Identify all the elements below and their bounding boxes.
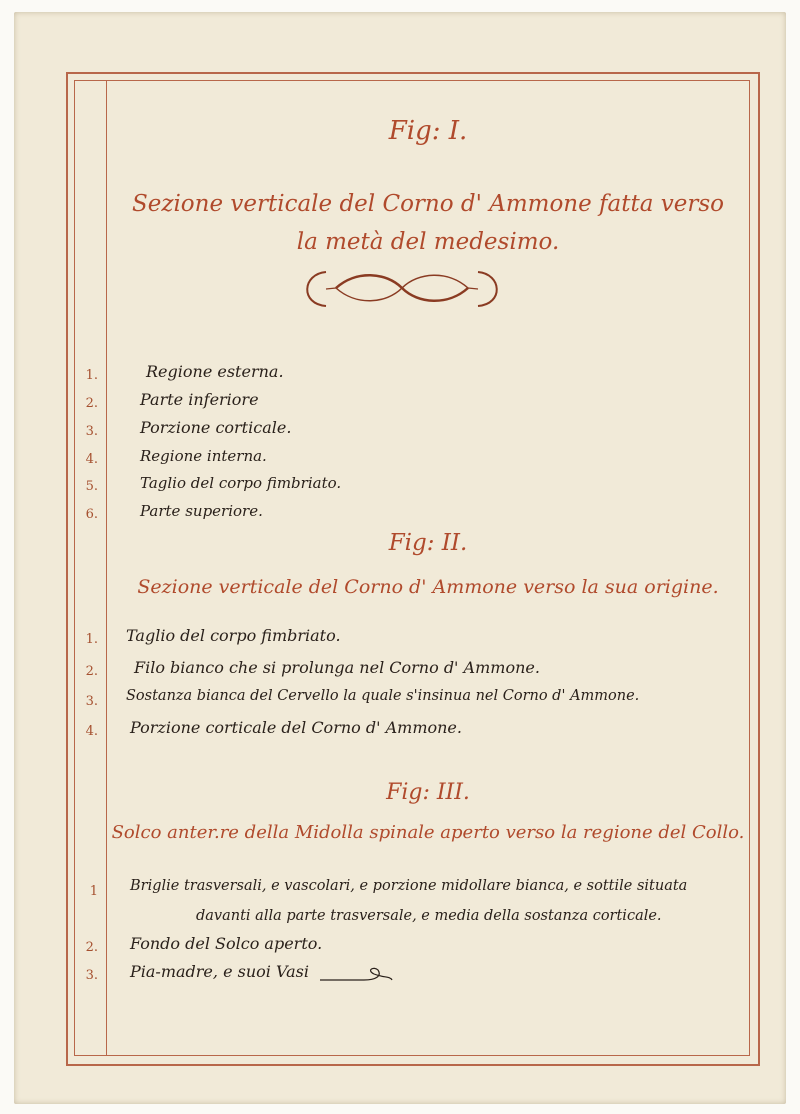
fig2-item-number: 3. — [85, 694, 98, 709]
fig1-item-number: 6. — [85, 507, 98, 522]
fig2-item-text: Porzione corticale del Corno d' Ammone. — [130, 718, 462, 737]
fig2-item-text: Filo bianco che si prolunga nel Corno d' Ammone. — [134, 658, 540, 677]
fig1-item-number: 3. — [85, 424, 98, 439]
end-flourish-ornament — [318, 962, 398, 986]
fig1-title-line2: la metà del medesimo. — [296, 229, 560, 255]
fig2-item-number: 4. — [85, 724, 98, 739]
fig3-label: Fig: III. — [386, 780, 470, 805]
fig1-item-number: 4. — [85, 452, 98, 467]
fig2-title: Sezione verticale del Corno d' Ammone verso la sua origine. — [137, 576, 719, 598]
fig1-title-line1: Sezione verticale del Corno d' Ammone fatta verso — [131, 191, 725, 217]
fig1-label: Fig: I. — [388, 116, 468, 146]
fig3-item-number: 1 — [89, 884, 98, 899]
fig3-item-number: 2. — [85, 940, 98, 955]
fig1-item-text: Porzione corticale. — [140, 418, 292, 437]
fig2-item-number: 2. — [85, 664, 98, 679]
fig3-item-continuation: davanti alla parte trasversale, e media della sostanza corticale. — [196, 908, 662, 924]
fig2-item-number: 1. — [85, 632, 98, 647]
fig2-label: Fig: II. — [388, 530, 468, 556]
fig3-item-text: Fondo del Solco aperto. — [130, 934, 323, 953]
fig1-item-text: Taglio del corpo fimbriato. — [140, 474, 342, 492]
fig2-item-text: Sostanza bianca del Cervello la quale s'insinua nel Corno d' Ammone. — [126, 688, 640, 704]
fig1-item-text: Regione interna. — [140, 447, 267, 465]
fig3-title: Solco anter.re della Midolla spinale aperto verso la regione del Collo. — [111, 822, 745, 843]
fig1-item-text: Regione esterna. — [146, 362, 284, 381]
fig1-item-text: Parte superiore. — [140, 502, 263, 520]
fig3-item-text: Pia-madre, e suoi Vasi — [130, 962, 309, 981]
calligraphic-flourish-ornament — [296, 266, 508, 312]
fig2-item-text: Taglio del corpo fimbriato. — [126, 626, 341, 645]
fig3-item-text: Briglie trasversali, e vascolari, e porzione midollare bianca, e sottile situata — [130, 878, 688, 894]
fig1-item-number: 1. — [85, 368, 98, 383]
margin-rule — [106, 80, 107, 1056]
fig1-item-number: 2. — [85, 396, 98, 411]
fig1-item-number: 5. — [85, 479, 98, 494]
fig3-item-number: 3. — [85, 968, 98, 983]
fig1-item-text: Parte inferiore — [140, 390, 259, 409]
